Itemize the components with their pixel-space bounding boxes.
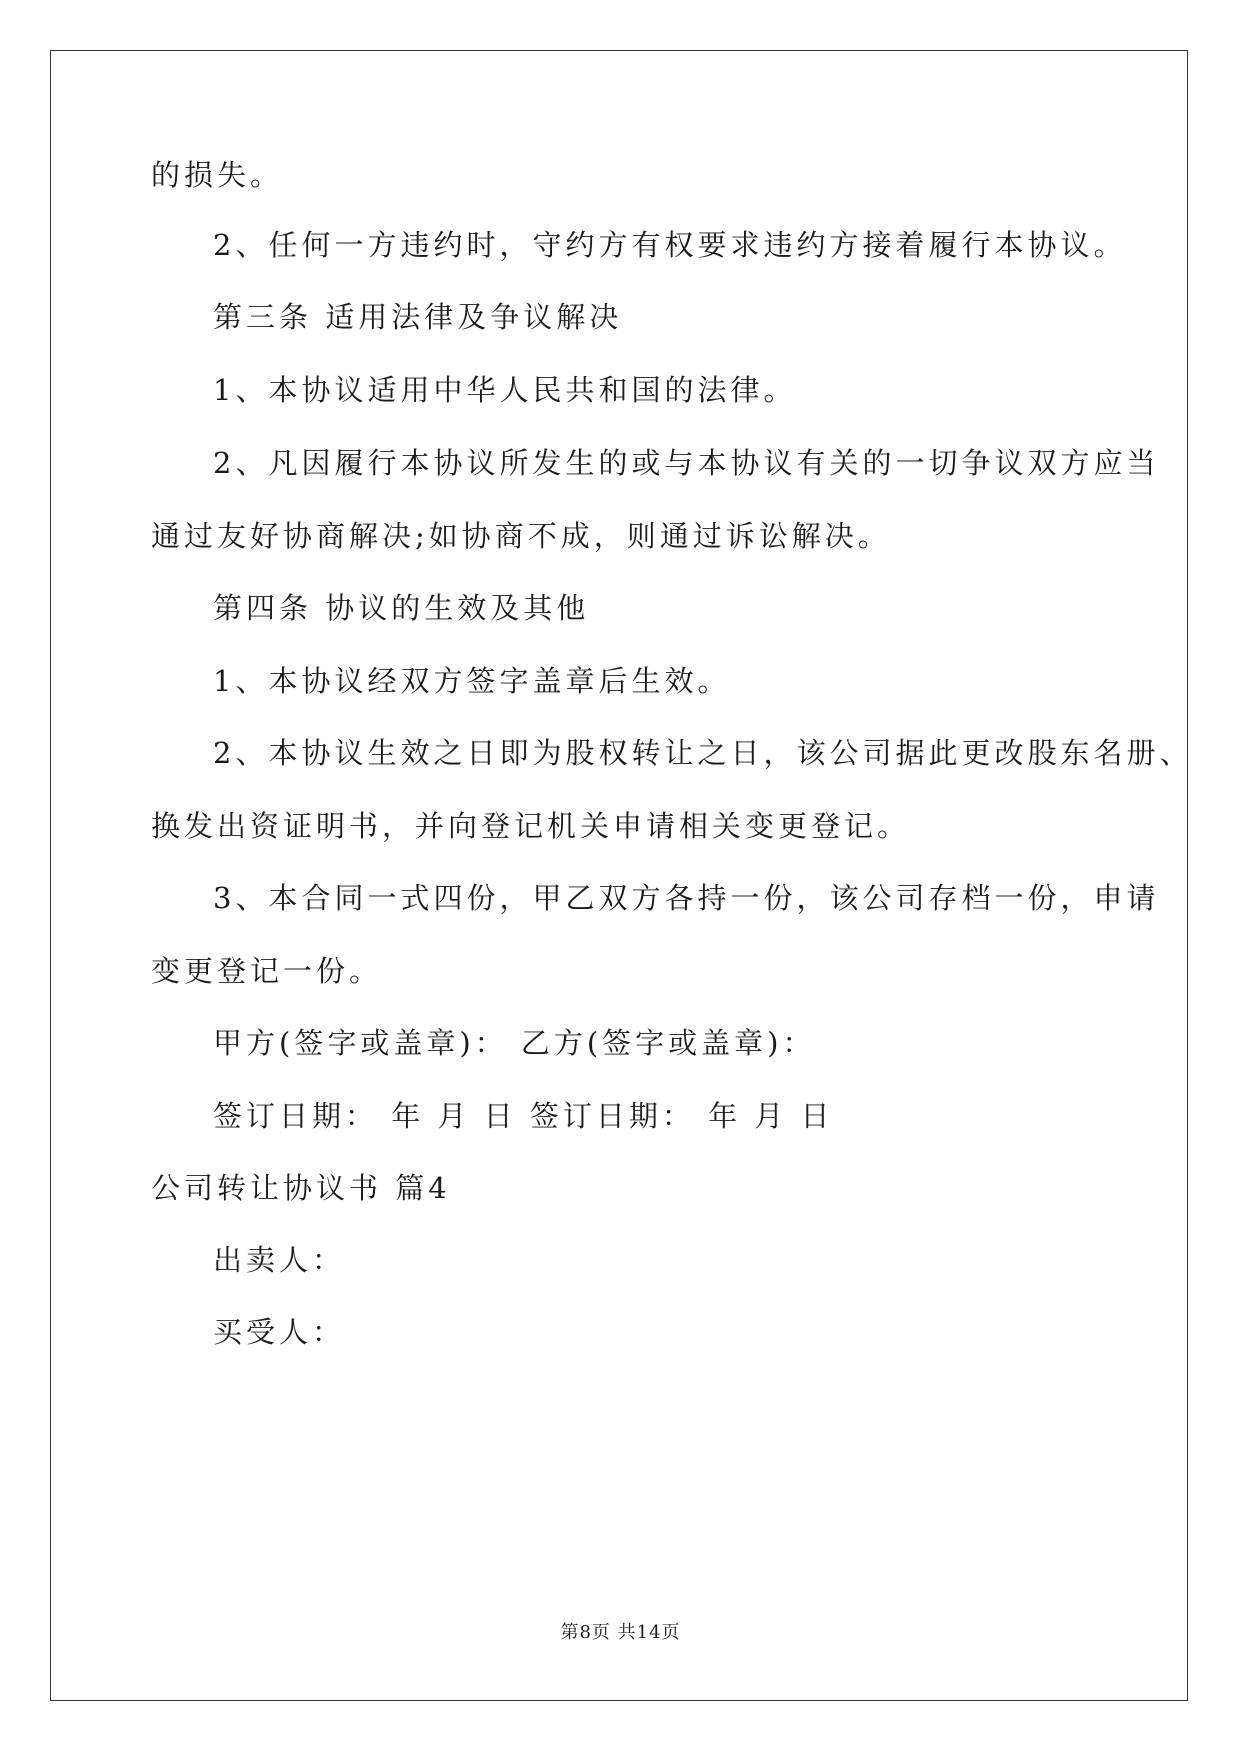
article-heading-4: 第四条 协议的生效及其他 bbox=[213, 591, 590, 625]
section-title-part4: 公司转让协议书 篇4 bbox=[151, 1171, 451, 1205]
clause-item-transfer-date: 2、本协议生效之日即为股权转让之日，该公司据此更改股东名册、 bbox=[213, 736, 1193, 770]
clause-item-copies: 3、本合同一式四份，甲乙双方各持一份，该公司存档一份，申请 bbox=[213, 881, 1160, 915]
clause-item-effective: 1、本协议经双方签字盖章后生效。 bbox=[213, 664, 731, 698]
clause-item-copies-cont: 变更登记一份。 bbox=[151, 954, 383, 988]
clause-item-transfer-date-cont: 换发出资证明书，并向登记机关申请相关变更登记。 bbox=[151, 809, 911, 843]
clause-item-dispute-cont: 通过友好协商解决;如协商不成，则通过诉讼解决。 bbox=[151, 519, 891, 553]
text-line-continuation: 的损失。 bbox=[151, 158, 284, 192]
signature-parties: 甲方(签字或盖章)： 乙方(签字或盖章)： bbox=[213, 1026, 816, 1060]
article-heading-3: 第三条 适用法律及争议解决 bbox=[213, 300, 623, 334]
clause-item-dispute: 2、凡因履行本协议所发生的或与本协议有关的一切争议双方应当 bbox=[213, 446, 1160, 480]
clause-item-breach: 2、任何一方违约时，守约方有权要求违约方接着履行本协议。 bbox=[213, 228, 1127, 262]
seller-field: 出卖人： bbox=[213, 1243, 346, 1277]
page-number-footer: 第8页 共14页 bbox=[560, 1622, 681, 1643]
buyer-field: 买受人： bbox=[213, 1315, 346, 1349]
signature-dates: 签订日期： 年 月 日 签订日期： 年 月 日 bbox=[213, 1099, 834, 1133]
clause-item-law: 1、本协议适用中华人民共和国的法律。 bbox=[213, 373, 797, 407]
